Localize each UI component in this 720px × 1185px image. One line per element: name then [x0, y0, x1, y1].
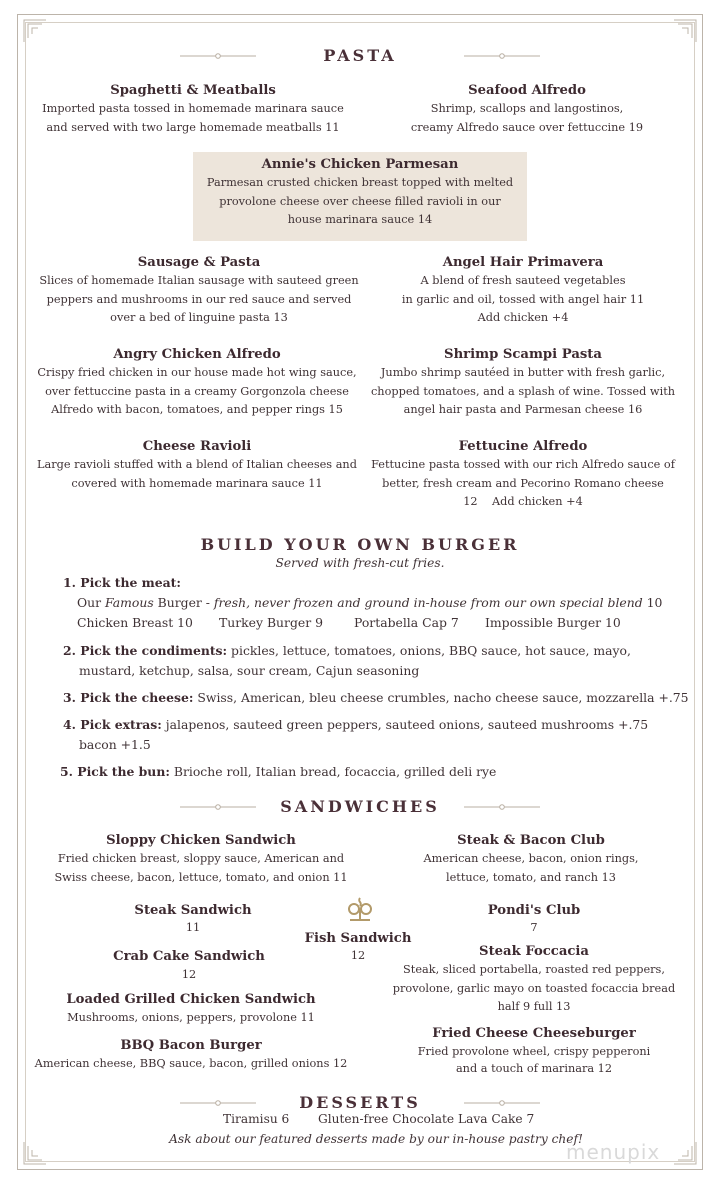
item-description: Shrimp, scallops and langostinos, — [430, 102, 624, 115]
meat-option: Turkey Burger 9 — [219, 615, 323, 630]
item-description: provolone, garlic mayo on toasted focaccia bread — [392, 981, 676, 995]
menu-item-bbq-bacon-burger — [30, 1037, 352, 1074]
item-name: Steak Foccacia — [479, 944, 589, 959]
item-name: Seafood Alfredo — [468, 83, 586, 98]
burger-step-bun — [60, 763, 496, 781]
menu-item-angel-hair-primavera — [366, 254, 680, 328]
divider-ornament-icon — [180, 1100, 256, 1106]
burger-step-condiments — [63, 642, 631, 660]
item-name: Annie's Chicken Parmesan — [261, 157, 459, 172]
corner-ornament-icon — [22, 18, 48, 44]
item-price: 12 — [350, 949, 366, 962]
menu-item-steak-foccacia — [376, 943, 692, 1017]
item-description: lettuce, tomato, and ranch 13 — [446, 870, 616, 884]
item-description: Imported pasta tossed in homemade marinara sauce — [42, 102, 344, 115]
step-label: 4. Pick extras: — [63, 717, 162, 732]
burger-step-meat — [63, 574, 181, 592]
corner-ornament-icon — [22, 1140, 48, 1166]
item-name: Cheese Ravioli — [142, 439, 252, 454]
menu-item-fried-cheese-cheeseburger — [376, 1025, 692, 1079]
item-description: and served with two large homemade meatballs 11 — [46, 120, 340, 134]
famous-word: Famous — [105, 595, 154, 610]
burger-step-extras — [63, 716, 648, 734]
divider-ornament-icon — [464, 53, 540, 59]
menu-item-cheese-ravioli — [32, 438, 362, 493]
item-description: angel hair pasta and Parmesan cheese 16 — [403, 403, 643, 417]
menu-item-sausage-pasta — [36, 254, 362, 328]
item-name: Loaded Grilled Chicken Sandwich — [66, 992, 316, 1007]
item-description: Add chicken +4 — [477, 311, 569, 325]
famous-desc: fresh, never frozen and ground in-house from our own special blend — [213, 595, 643, 610]
menu-item-angry-chicken-alfredo — [32, 346, 362, 420]
item-description: peppers and mushrooms in our red sauce and served — [46, 292, 352, 306]
condiments-continued: mustard, ketchup, salsa, sour cream, Cajun seasoning — [79, 663, 420, 678]
famous-prefix: Our — [77, 595, 105, 610]
step-text: Swiss, American, bleu cheese crumbles, nacho cheese sauce, mozzarella +.75 — [193, 690, 689, 705]
item-description: creamy Alfredo sauce over fettuccine 19 — [410, 120, 644, 134]
step-label: 1. Pick the meat: — [63, 575, 181, 590]
menu-item-annies-chicken-parmesan — [193, 156, 527, 230]
step-text: jalapenos, sauteed green peppers, sauteed onions, sauteed mushrooms +.75 — [161, 717, 649, 732]
item-name: BBQ Bacon Burger — [120, 1038, 262, 1053]
menu-item-pondis-club — [434, 902, 634, 935]
item-name: Pondi's Club — [487, 903, 581, 918]
item-description: better, fresh cream and Pecorino Romano cheese — [382, 476, 664, 490]
meat-options — [0, 614, 720, 632]
divider-ornament-icon — [464, 804, 540, 810]
step-label: 5. Pick the bun: — [60, 764, 170, 779]
item-price: 7 — [530, 921, 538, 934]
item-price: 11 — [185, 921, 201, 934]
section-heading-burger: BUILD YOUR OWN BURGER — [200, 535, 520, 554]
item-description: Large ravioli stuffed with a blend of Italian cheeses and — [37, 458, 357, 471]
item-description: over fettuccine pasta in a creamy Gorgonzola cheese — [45, 384, 349, 398]
item-name: Steak Sandwich — [134, 903, 252, 918]
famous-mid: Burger - — [153, 595, 214, 610]
item-price: 12 — [181, 968, 197, 981]
famous-price: 10 — [642, 595, 663, 610]
item-name: Sloppy Chicken Sandwich — [106, 833, 296, 848]
item-description: American cheese, bacon, onion rings, — [423, 852, 639, 865]
item-name: Steak & Bacon Club — [457, 833, 605, 848]
menu-item-fettucine-alfredo — [366, 438, 680, 512]
item-description: half 9 full 13 — [497, 1000, 571, 1014]
item-description: provolone cheese over cheese filled ravioli in our — [219, 194, 501, 208]
item-description: A blend of fresh sauteed vegetables — [420, 274, 626, 287]
item-description: Jumbo shrimp sautéed in butter with fresh garlic, — [380, 366, 666, 379]
divider-ornament-icon — [464, 1100, 540, 1106]
divider-ornament-icon — [180, 804, 256, 810]
item-name: Crab Cake Sandwich — [113, 949, 265, 964]
step-text: Brioche roll, Italian bread, focaccia, grilled deli rye — [169, 764, 497, 779]
step-label: 3. Pick the cheese: — [63, 690, 194, 705]
item-description: Steak, sliced portabella, roasted red peppers, — [403, 963, 665, 976]
meat-option: Portabella Cap 7 — [354, 615, 459, 630]
corner-ornament-icon — [672, 18, 698, 44]
item-description: Mushrooms, onions, peppers, provolone 11 — [67, 1011, 315, 1024]
menu-item-spaghetti-meatballs — [36, 82, 350, 137]
fleur-ornament-icon — [344, 895, 376, 925]
famous-burger-line — [77, 594, 662, 612]
burger-step-cheese — [63, 689, 689, 707]
item-description: Fried provolone wheel, crispy pepperoni — [417, 1045, 651, 1058]
item-description: covered with homemade marinara sauce 11 — [71, 476, 323, 490]
item-name: Sausage & Pasta — [137, 255, 261, 270]
item-description: Swiss cheese, bacon, lettuce, tomato, and onion 11 — [54, 870, 348, 884]
dessert-item: Tiramisu 6 — [223, 1112, 290, 1126]
item-name: Fish Sandwich — [304, 931, 412, 946]
item-name: Spaghetti & Meatballs — [110, 83, 276, 98]
dessert-note: Ask about our featured desserts made by our in-house pastry chef! — [169, 1132, 583, 1146]
item-name: Fettucine Alfredo — [458, 439, 588, 454]
step-label: 2. Pick the condiments: — [63, 643, 228, 658]
item-name: Angel Hair Primavera — [442, 255, 604, 270]
menu-item-seafood-alfredo — [370, 82, 684, 137]
menu-item-shrimp-scampi-pasta — [366, 346, 680, 420]
section-heading-desserts: DESSERTS — [299, 1093, 421, 1112]
meat-option: Chicken Breast 10 — [77, 615, 193, 630]
item-description: house marinara sauce 14 — [287, 213, 433, 227]
burger-subtitle: Served with fresh-cut fries. — [275, 556, 445, 570]
item-description: Alfredo with bacon, tomatoes, and pepper rings 15 — [51, 403, 343, 417]
item-description: Parmesan crusted chicken breast topped with melted — [206, 176, 514, 189]
item-description: Crispy fried chicken in our house made hot wing sauce, — [37, 366, 357, 379]
meat-option: Impossible Burger 10 — [485, 615, 621, 630]
item-description: chopped tomatoes, and a splash of wine. Tossed with — [370, 384, 676, 398]
section-heading-sandwiches: SANDWICHES — [280, 797, 440, 816]
item-name: Fried Cheese Cheeseburger — [432, 1026, 636, 1041]
item-description: and a touch of marinara 12 — [455, 1062, 613, 1075]
section-heading-pasta: PASTA — [323, 46, 397, 65]
watermark-logo: menupix — [566, 1140, 661, 1164]
step-text: pickles, lettuce, tomatoes, onions, BBQ sauce, hot sauce, mayo, — [227, 643, 631, 658]
menu-item-sloppy-chicken-sandwich — [36, 832, 366, 887]
item-description: 12 Add chicken +4 — [463, 495, 583, 509]
item-description: American cheese, BBQ sauce, bacon, grilled onions 12 — [34, 1057, 348, 1070]
item-description: Slices of homemade Italian sausage with sauteed green — [39, 274, 359, 287]
extras-continued: bacon +1.5 — [79, 737, 151, 752]
item-description: Fried chicken breast, sloppy sauce, American and — [57, 852, 345, 865]
menu-item-steak-bacon-club — [374, 832, 688, 887]
item-description: Fettucine pasta tossed with our rich Alfredo sauce of — [371, 458, 675, 471]
menu-item-crab-cake-sandwich — [74, 948, 304, 985]
dessert-item: Gluten-free Chocolate Lava Cake 7 — [318, 1112, 535, 1126]
item-description: over a bed of linguine pasta 13 — [110, 311, 288, 325]
corner-ornament-icon — [672, 1140, 698, 1166]
item-description: in garlic and oil, tossed with angel hair 11 — [401, 292, 645, 306]
item-name: Shrimp Scampi Pasta — [444, 347, 602, 362]
item-name: Angry Chicken Alfredo — [113, 347, 281, 362]
divider-ornament-icon — [180, 53, 256, 59]
menu-item-loaded-grilled-chicken-sandwich — [36, 991, 346, 1028]
